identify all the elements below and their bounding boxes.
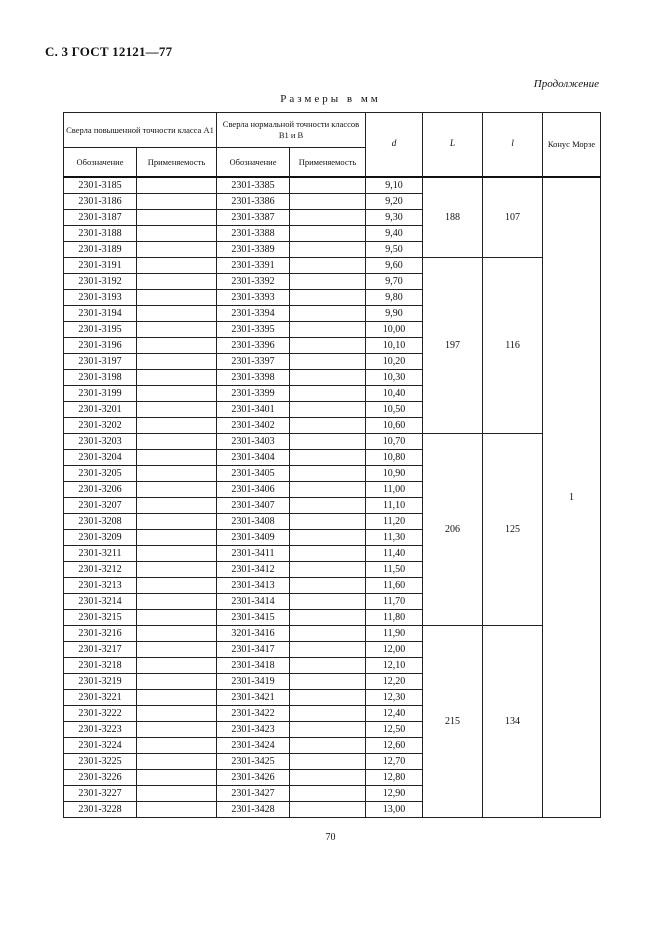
d-cell: 10,30 xyxy=(366,370,423,386)
L-cell: 206 xyxy=(423,434,483,626)
a1-designation-cell: 2301-3225 xyxy=(64,754,137,770)
b-designation-cell: 2301-3415 xyxy=(217,610,290,626)
header-a1-application: Применяемость xyxy=(137,148,217,178)
b-application-cell xyxy=(290,738,366,754)
b-designation-cell: 2301-3413 xyxy=(217,578,290,594)
b-designation-cell: 2301-3424 xyxy=(217,738,290,754)
d-cell: 11,50 xyxy=(366,562,423,578)
a1-designation-cell: 2301-3195 xyxy=(64,322,137,338)
b-designation-cell: 2301-3422 xyxy=(217,706,290,722)
a1-application-cell xyxy=(137,738,217,754)
d-cell: 11,40 xyxy=(366,546,423,562)
L-cell: 197 xyxy=(423,258,483,434)
a1-application-cell xyxy=(137,642,217,658)
a1-application-cell xyxy=(137,177,217,194)
b-application-cell xyxy=(290,194,366,210)
a1-application-cell xyxy=(137,258,217,274)
b-application-cell xyxy=(290,338,366,354)
b-application-cell xyxy=(290,626,366,642)
a1-designation-cell: 2301-3214 xyxy=(64,594,137,610)
d-cell: 9,30 xyxy=(366,210,423,226)
b-designation-cell: 2301-3397 xyxy=(217,354,290,370)
a1-application-cell xyxy=(137,786,217,802)
a1-designation-cell: 2301-3222 xyxy=(64,706,137,722)
d-cell: 11,90 xyxy=(366,626,423,642)
a1-designation-cell: 2301-3204 xyxy=(64,450,137,466)
a1-application-cell xyxy=(137,658,217,674)
header-a1-designation: Обозначение xyxy=(64,148,137,178)
a1-application-cell xyxy=(137,434,217,450)
b-designation-cell: 2301-3406 xyxy=(217,482,290,498)
b-designation-cell: 2301-3421 xyxy=(217,690,290,706)
d-cell: 9,40 xyxy=(366,226,423,242)
a1-application-cell xyxy=(137,306,217,322)
b-application-cell xyxy=(290,674,366,690)
a1-application-cell xyxy=(137,274,217,290)
a1-designation-cell: 2301-3194 xyxy=(64,306,137,322)
a1-designation-cell: 2301-3196 xyxy=(64,338,137,354)
b-application-cell xyxy=(290,770,366,786)
a1-application-cell xyxy=(137,242,217,258)
b-application-cell xyxy=(290,754,366,770)
d-cell: 10,80 xyxy=(366,450,423,466)
b-application-cell xyxy=(290,370,366,386)
a1-designation-cell: 2301-3218 xyxy=(64,658,137,674)
a1-application-cell xyxy=(137,594,217,610)
b-application-cell xyxy=(290,402,366,418)
b-designation-cell: 2301-3412 xyxy=(217,562,290,578)
a1-designation-cell: 2301-3206 xyxy=(64,482,137,498)
d-cell: 12,80 xyxy=(366,770,423,786)
d-cell: 10,40 xyxy=(366,386,423,402)
header-group-b: Сверла нормальной точности классов В1 и В xyxy=(217,113,366,148)
b-application-cell xyxy=(290,354,366,370)
a1-application-cell xyxy=(137,290,217,306)
d-cell: 9,10 xyxy=(366,177,423,194)
b-application-cell xyxy=(290,594,366,610)
b-application-cell xyxy=(290,450,366,466)
continuation-label: Продолжение xyxy=(533,78,599,90)
a1-designation-cell: 2301-3205 xyxy=(64,466,137,482)
b-designation-cell: 2301-3414 xyxy=(217,594,290,610)
b-application-cell xyxy=(290,274,366,290)
b-application-cell xyxy=(290,786,366,802)
table-row xyxy=(64,434,601,450)
a1-application-cell xyxy=(137,354,217,370)
d-cell: 9,70 xyxy=(366,274,423,290)
a1-designation-cell: 2301-3221 xyxy=(64,690,137,706)
a1-application-cell xyxy=(137,418,217,434)
a1-designation-cell: 2301-3226 xyxy=(64,770,137,786)
a1-designation-cell: 2301-3188 xyxy=(64,226,137,242)
a1-application-cell xyxy=(137,690,217,706)
d-cell: 9,90 xyxy=(366,306,423,322)
a1-application-cell xyxy=(137,370,217,386)
a1-application-cell xyxy=(137,466,217,482)
a1-application-cell xyxy=(137,706,217,722)
a1-application-cell xyxy=(137,386,217,402)
b-application-cell xyxy=(290,177,366,194)
b-application-cell xyxy=(290,706,366,722)
table-body xyxy=(64,177,601,818)
l-cell: 134 xyxy=(483,626,543,818)
a1-designation-cell: 2301-3187 xyxy=(64,210,137,226)
b-designation-cell: 2301-3396 xyxy=(217,338,290,354)
a1-application-cell xyxy=(137,754,217,770)
b-designation-cell: 2301-3408 xyxy=(217,514,290,530)
b-designation-cell: 2301-3389 xyxy=(217,242,290,258)
a1-designation-cell: 2301-3201 xyxy=(64,402,137,418)
table-row xyxy=(64,258,601,274)
a1-application-cell xyxy=(137,722,217,738)
header-d: d xyxy=(366,113,423,178)
d-cell: 11,60 xyxy=(366,578,423,594)
a1-designation-cell: 2301-3203 xyxy=(64,434,137,450)
b-designation-cell: 2301-3386 xyxy=(217,194,290,210)
b-application-cell xyxy=(290,258,366,274)
b-application-cell xyxy=(290,722,366,738)
d-cell: 10,60 xyxy=(366,418,423,434)
a1-designation-cell: 2301-3189 xyxy=(64,242,137,258)
l-cell: 125 xyxy=(483,434,543,626)
d-cell: 10,00 xyxy=(366,322,423,338)
b-application-cell xyxy=(290,578,366,594)
b-application-cell xyxy=(290,610,366,626)
b-designation-cell: 2301-3394 xyxy=(217,306,290,322)
b-designation-cell: 2301-3393 xyxy=(217,290,290,306)
a1-designation-cell: 2301-3224 xyxy=(64,738,137,754)
b-application-cell xyxy=(290,562,366,578)
a1-designation-cell: 2301-3207 xyxy=(64,498,137,514)
d-cell: 9,50 xyxy=(366,242,423,258)
d-cell: 10,50 xyxy=(366,402,423,418)
b-designation-cell: 2301-3395 xyxy=(217,322,290,338)
b-designation-cell: 2301-3402 xyxy=(217,418,290,434)
header-b-designation: Обозначение xyxy=(217,148,290,178)
a1-designation-cell: 2301-3193 xyxy=(64,290,137,306)
b-designation-cell: 2301-3418 xyxy=(217,658,290,674)
l-cell: 116 xyxy=(483,258,543,434)
a1-designation-cell: 2301-3209 xyxy=(64,530,137,546)
d-cell: 9,20 xyxy=(366,194,423,210)
a1-designation-cell: 2301-3211 xyxy=(64,546,137,562)
L-cell: 188 xyxy=(423,177,483,258)
a1-designation-cell: 2301-3192 xyxy=(64,274,137,290)
d-cell: 12,50 xyxy=(366,722,423,738)
a1-application-cell xyxy=(137,482,217,498)
dimensions-caption: Размеры в мм xyxy=(280,93,381,105)
a1-application-cell xyxy=(137,578,217,594)
a1-designation-cell: 2301-3186 xyxy=(64,194,137,210)
b-designation-cell: 2301-3392 xyxy=(217,274,290,290)
header-b-application: Применяемость xyxy=(290,148,366,178)
d-cell: 10,70 xyxy=(366,434,423,450)
b-application-cell xyxy=(290,482,366,498)
a1-application-cell xyxy=(137,338,217,354)
a1-application-cell xyxy=(137,194,217,210)
a1-designation-cell: 2301-3198 xyxy=(64,370,137,386)
document-header: С. 3 ГОСТ 12121—77 xyxy=(45,44,173,59)
page-number: 70 xyxy=(325,832,336,843)
a1-designation-cell: 2301-3185 xyxy=(64,177,137,194)
b-designation-cell: 2301-3401 xyxy=(217,402,290,418)
a1-designation-cell: 2301-3227 xyxy=(64,786,137,802)
l-cell: 107 xyxy=(483,177,543,258)
a1-application-cell xyxy=(137,402,217,418)
b-application-cell xyxy=(290,514,366,530)
header-l: l xyxy=(483,113,543,178)
b-application-cell xyxy=(290,210,366,226)
d-cell: 9,80 xyxy=(366,290,423,306)
a1-application-cell xyxy=(137,610,217,626)
d-cell: 9,60 xyxy=(366,258,423,274)
header-L: L xyxy=(423,113,483,178)
b-application-cell xyxy=(290,226,366,242)
b-designation-cell: 2301-3426 xyxy=(217,770,290,786)
a1-application-cell xyxy=(137,626,217,642)
b-application-cell xyxy=(290,530,366,546)
b-designation-cell: 2301-3391 xyxy=(217,258,290,274)
b-designation-cell: 2301-3428 xyxy=(217,802,290,818)
a1-designation-cell: 2301-3215 xyxy=(64,610,137,626)
b-designation-cell: 2301-3398 xyxy=(217,370,290,386)
b-designation-cell: 2301-3425 xyxy=(217,754,290,770)
b-designation-cell: 2301-3419 xyxy=(217,674,290,690)
table-row xyxy=(64,177,601,194)
b-application-cell xyxy=(290,386,366,402)
b-designation-cell: 2301-3404 xyxy=(217,450,290,466)
d-cell: 12,30 xyxy=(366,690,423,706)
a1-designation-cell: 2301-3228 xyxy=(64,802,137,818)
b-designation-cell: 2301-3409 xyxy=(217,530,290,546)
d-cell: 10,10 xyxy=(366,338,423,354)
a1-designation-cell: 2301-3217 xyxy=(64,642,137,658)
b-designation-cell: 2301-3417 xyxy=(217,642,290,658)
b-application-cell xyxy=(290,418,366,434)
b-application-cell xyxy=(290,466,366,482)
a1-designation-cell: 2301-3219 xyxy=(64,674,137,690)
d-cell: 11,10 xyxy=(366,498,423,514)
a1-designation-cell: 2301-3212 xyxy=(64,562,137,578)
d-cell: 11,70 xyxy=(366,594,423,610)
b-designation-cell: 2301-3403 xyxy=(217,434,290,450)
b-application-cell xyxy=(290,642,366,658)
b-designation-cell: 2301-3407 xyxy=(217,498,290,514)
d-cell: 11,80 xyxy=(366,610,423,626)
b-application-cell xyxy=(290,306,366,322)
a1-designation-cell: 2301-3223 xyxy=(64,722,137,738)
a1-application-cell xyxy=(137,770,217,786)
a1-designation-cell: 2301-3202 xyxy=(64,418,137,434)
b-designation-cell: 3201-3416 xyxy=(217,626,290,642)
d-cell: 12,70 xyxy=(366,754,423,770)
d-cell: 12,10 xyxy=(366,658,423,674)
drill-spec-table xyxy=(63,112,601,818)
d-cell: 11,20 xyxy=(366,514,423,530)
b-designation-cell: 2301-3411 xyxy=(217,546,290,562)
b-designation-cell: 2301-3388 xyxy=(217,226,290,242)
d-cell: 11,00 xyxy=(366,482,423,498)
header-group-a1: Сверла повышенной точности класса А1 xyxy=(64,113,217,148)
a1-application-cell xyxy=(137,210,217,226)
b-designation-cell: 2301-3385 xyxy=(217,177,290,194)
a1-application-cell xyxy=(137,802,217,818)
b-application-cell xyxy=(290,434,366,450)
b-designation-cell: 2301-3405 xyxy=(217,466,290,482)
a1-application-cell xyxy=(137,530,217,546)
b-application-cell xyxy=(290,498,366,514)
b-application-cell xyxy=(290,290,366,306)
b-designation-cell: 2301-3387 xyxy=(217,210,290,226)
b-designation-cell: 2301-3399 xyxy=(217,386,290,402)
d-cell: 12,60 xyxy=(366,738,423,754)
d-cell: 13,00 xyxy=(366,802,423,818)
a1-designation-cell: 2301-3216 xyxy=(64,626,137,642)
b-application-cell xyxy=(290,546,366,562)
a1-designation-cell: 2301-3197 xyxy=(64,354,137,370)
header-morse-cone: Конус Морзе xyxy=(543,113,601,178)
a1-designation-cell: 2301-3208 xyxy=(64,514,137,530)
b-application-cell xyxy=(290,690,366,706)
b-designation-cell: 2301-3427 xyxy=(217,786,290,802)
morse-cone-cell: 1 xyxy=(543,177,601,818)
a1-application-cell xyxy=(137,226,217,242)
d-cell: 12,90 xyxy=(366,786,423,802)
a1-application-cell xyxy=(137,322,217,338)
a1-designation-cell: 2301-3213 xyxy=(64,578,137,594)
a1-designation-cell: 2301-3191 xyxy=(64,258,137,274)
a1-application-cell xyxy=(137,562,217,578)
b-application-cell xyxy=(290,242,366,258)
a1-application-cell xyxy=(137,674,217,690)
b-designation-cell: 2301-3423 xyxy=(217,722,290,738)
d-cell: 12,20 xyxy=(366,674,423,690)
a1-application-cell xyxy=(137,498,217,514)
a1-application-cell xyxy=(137,514,217,530)
b-application-cell xyxy=(290,658,366,674)
a1-designation-cell: 2301-3199 xyxy=(64,386,137,402)
b-application-cell xyxy=(290,802,366,818)
d-cell: 10,20 xyxy=(366,354,423,370)
d-cell: 12,40 xyxy=(366,706,423,722)
b-application-cell xyxy=(290,322,366,338)
table-row xyxy=(64,626,601,642)
d-cell: 10,90 xyxy=(366,466,423,482)
d-cell: 11,30 xyxy=(366,530,423,546)
a1-application-cell xyxy=(137,450,217,466)
L-cell: 215 xyxy=(423,626,483,818)
a1-application-cell xyxy=(137,546,217,562)
d-cell: 12,00 xyxy=(366,642,423,658)
